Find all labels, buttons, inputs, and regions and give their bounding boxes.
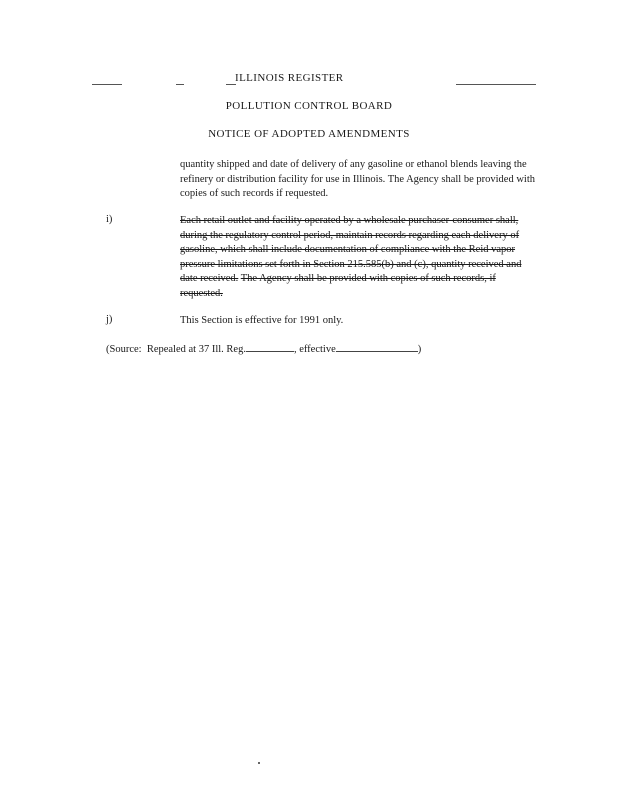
item-i-label: i)	[106, 214, 113, 225]
page-mark	[258, 762, 260, 764]
item-i-paragraph	[180, 214, 540, 302]
header-rule-right	[456, 84, 536, 85]
source-suffix: )	[417, 344, 422, 355]
source-prefix: (Source: Repealed at 37 Ill. Reg.	[106, 344, 246, 355]
source-note	[106, 342, 421, 355]
header-rule-left-short	[176, 84, 184, 85]
item-j-label: j)	[106, 314, 113, 325]
source-blank-reg	[246, 342, 294, 352]
source-middle: , effective	[293, 344, 336, 355]
header-rule-left	[92, 84, 122, 85]
continuation-paragraph: quantity shipped and date of delivery of any gasoline or ethanol blends leaving the refinery or distribution facility for use in Illinois. The Agency shall be provided with copies of such records if requested.	[180, 159, 535, 200]
item-i-struck-text: Each retail outlet and facility operated by a wholesale purchaser-consumer shall, during the regulatory control period, maintain records regarding each delivery of gasoline, which shall include documentation of compliance with the Reid vapor pressure limitations set forth in Section 215.585(b) and (c), quantity received and date received.	[180, 215, 522, 285]
notice-title: NOTICE OF ADOPTED AMENDMENTS	[208, 128, 410, 140]
source-blank-date	[336, 342, 418, 352]
item-j-paragraph: This Section is effective for 1991 only.	[180, 315, 344, 326]
register-title: ILLINOIS REGISTER	[235, 72, 344, 84]
item-i-struck-tail: The Agency shall be provided with copies of such records, if requested.	[180, 273, 496, 299]
board-title: POLLUTION CONTROL BOARD	[225, 100, 393, 112]
header-rule-register	[226, 84, 236, 85]
